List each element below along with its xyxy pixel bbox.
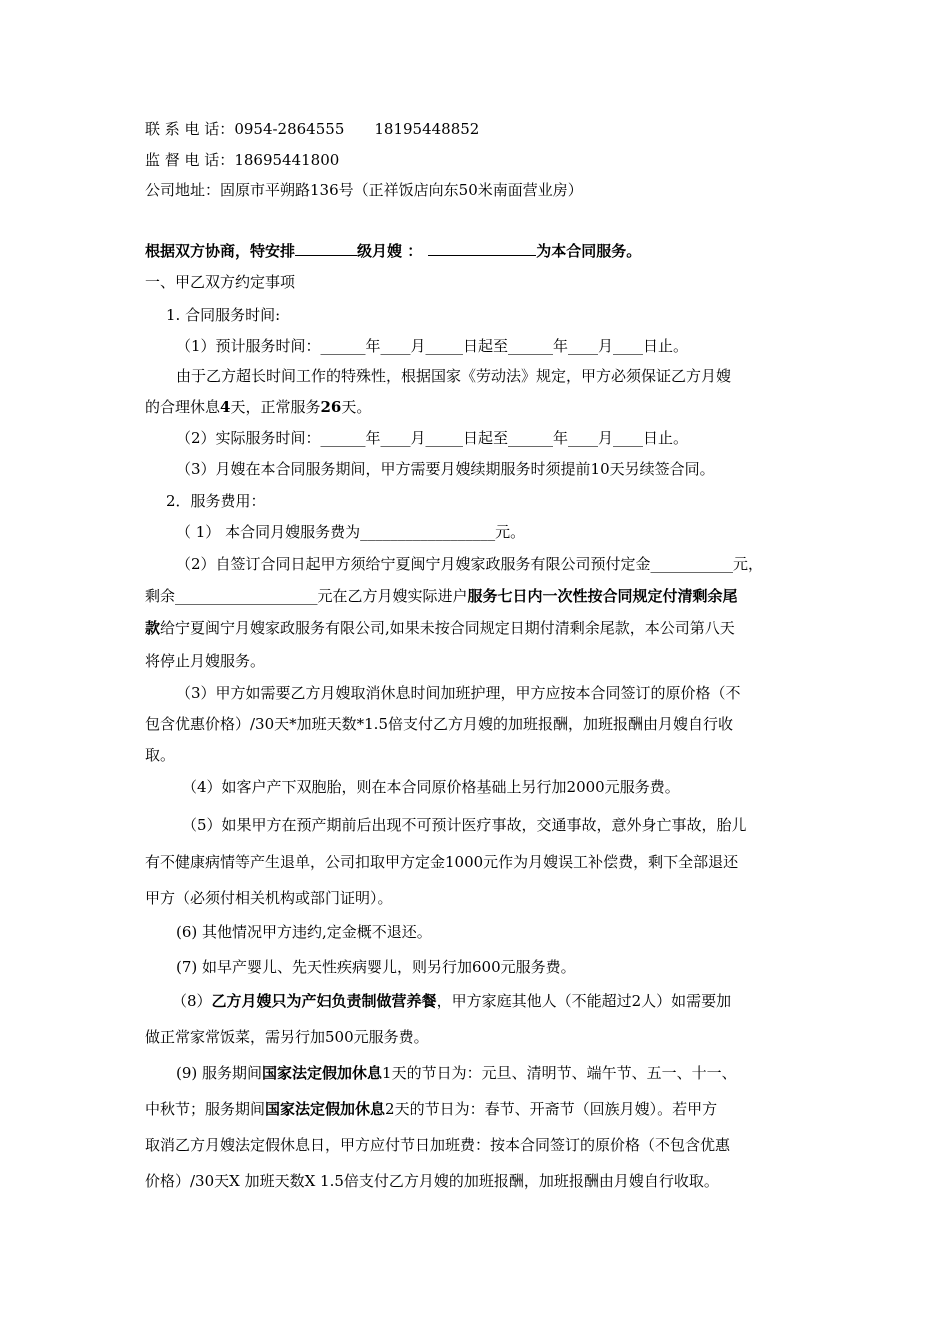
fee-clause-8-line-1 — [172, 991, 731, 1011]
fee8-number: （8） — [172, 992, 212, 1010]
fee-clause-6: (6) 其他情况甲方违约,定金概不退还。 — [176, 923, 432, 941]
intro-text-1: 根据双方协商，特安排 — [145, 242, 296, 260]
section-1-title: 一、甲乙双方约定事项 — [145, 273, 296, 291]
fee9-text-bold-2: 国家法定假加休息 — [265, 1100, 386, 1118]
supervise-phone-line — [145, 150, 339, 170]
fee2-text-a: 剩余___________________元在乙方月嫂实际进户 — [145, 587, 468, 605]
rest-days: 4 — [220, 398, 231, 416]
fee-clause-9-line-2 — [145, 1099, 717, 1119]
contact-phone-1: 0954-2864555 — [234, 120, 345, 138]
fee-clause-3-line-2: 包含优惠价格）/30天*加班天数*1.5倍支付乙方月嫂的加班报酬，加班报酬由月嫂自行收 — [145, 715, 733, 733]
rest-note-text-b: 天，正常服务 — [230, 398, 321, 416]
fee9-text-a: (9) 服务期间 — [176, 1064, 263, 1082]
fee-clause-4: （4）如客户产下双胞胎，则在本合同原价格基础上另行加2000元服务费。 — [182, 778, 680, 796]
supervise-phone-label: 监 督 电 话： — [145, 151, 235, 169]
fee-clause-2-line-2 — [145, 586, 738, 606]
item-1-title: 1. 合同服务时间: — [166, 306, 281, 324]
rest-note-line-1: 由于乙方超长时间工作的特殊性，根据国家《劳动法》规定，甲方必须保证乙方月嫂 — [176, 367, 732, 385]
fee-clause-5-line-3: 甲方（必须付相关机构或部门证明）。 — [145, 889, 393, 907]
intro-text-2: 级月嫂 ： — [357, 242, 423, 260]
rest-note-text-c: 天。 — [341, 398, 372, 416]
address-value: 固原市平朔路136号（正祥饭店向东50米南面营业房） — [220, 181, 583, 199]
item-2-title: 2．服务费用： — [166, 492, 266, 510]
fee-clause-9-line-3: 取消乙方月嫂法定假休息日，甲方应付节日加班费：按本合同签订的原价格（不包含优惠 — [145, 1136, 731, 1154]
supervise-phone: 18695441800 — [234, 151, 340, 169]
actual-service-time: （2）实际服务时间：______年____月_____日起至______年____月____日止。 — [176, 429, 689, 447]
address-label: 公司地址： — [145, 181, 221, 199]
contact-phone-2: 18195448852 — [374, 120, 480, 138]
fee9-text-bold: 国家法定假加休息 — [262, 1064, 383, 1082]
level-blank — [295, 241, 357, 256]
fee-clause-2-line-4: 将停止月嫂服务。 — [145, 652, 266, 670]
intro-line — [145, 241, 641, 261]
rest-note-line-2 — [145, 397, 371, 417]
rest-note-text-a: 的合理休息 — [145, 398, 221, 416]
fee-clause-5-line-2: 有不健康病情等产生退单，公司扣取甲方定金1000元作为月嫂误工补偿费，剩下全部退还 — [145, 853, 739, 871]
fee-clause-8-line-2: 做正常家常饭菜，需另行加500元服务费。 — [145, 1028, 429, 1046]
contact-phone-line — [145, 119, 479, 139]
fee-clause-3-line-1: （3）甲方如需要乙方月嫂取消休息时间加班护理，甲方应按本合同签订的原价格（不 — [176, 684, 741, 702]
fee2-text-b: 给宁夏闽宁月嫂家政服务有限公司,如果未按合同规定日期付清剩余尾款，本公司第八天 — [160, 619, 735, 637]
service-days: 26 — [320, 398, 342, 416]
renew-clause: （3）月嫂在本合同服务期间，甲方需要月嫂续期服务时须提前10天另续签合同。 — [176, 460, 715, 478]
fee-clause-2-line-3 — [145, 618, 735, 638]
fee-clause-3-line-3: 取。 — [145, 746, 176, 764]
intro-text-3: 为本合同服务。 — [536, 242, 642, 260]
fee9-text-c: 1天的节日为：元旦、清明节、端午节、五一、十一、 — [382, 1064, 737, 1082]
fee-clause-9-line-1 — [176, 1063, 737, 1083]
expected-service-time: （1）预计服务时间：______年____月_____日起至______年____月____日止。 — [176, 337, 689, 355]
fee9-text-e: 2天的节日为：春节、开斋节（回族月嫂）。若甲方 — [385, 1100, 718, 1118]
address-line — [145, 180, 583, 200]
fee-clause-2-line-1: （2）自签订合同日起甲方须给宁夏闽宁月嫂家政服务有限公司预付定金___________元， — [176, 555, 764, 573]
fee2-text-bold: 服务七日内一次性按合同规定付清剩余尾 — [467, 587, 738, 605]
fee-clause-7: (7) 如早产婴儿、先天性疾病婴儿，则另行加600元服务费。 — [176, 958, 576, 976]
nanny-name-blank — [428, 241, 536, 256]
fee2-text-bold-2: 款 — [145, 619, 161, 637]
fee-clause-1: （ 1） 本合同月嫂服务费为__________________元。 — [176, 523, 526, 541]
fee8-text: ，甲方家庭其他人（不能超过2人）如需要加 — [436, 992, 732, 1010]
fee8-text-bold: 乙方月嫂只为产妇负责制做营养餐 — [211, 992, 437, 1010]
fee9-text-d: 中秋节；服务期间 — [145, 1100, 266, 1118]
contact-phone-label: 联 系 电 话： — [145, 120, 235, 138]
fee-clause-5-line-1: （5）如果甲方在预产期前后出现不可预计医疗事故，交通事故，意外身亡事故，胎儿 — [182, 816, 747, 834]
fee-clause-9-line-4: 价格）/30天X 加班天数X 1.5倍支付乙方月嫂的加班报酬，加班报酬由月嫂自行收取。 — [145, 1172, 719, 1190]
